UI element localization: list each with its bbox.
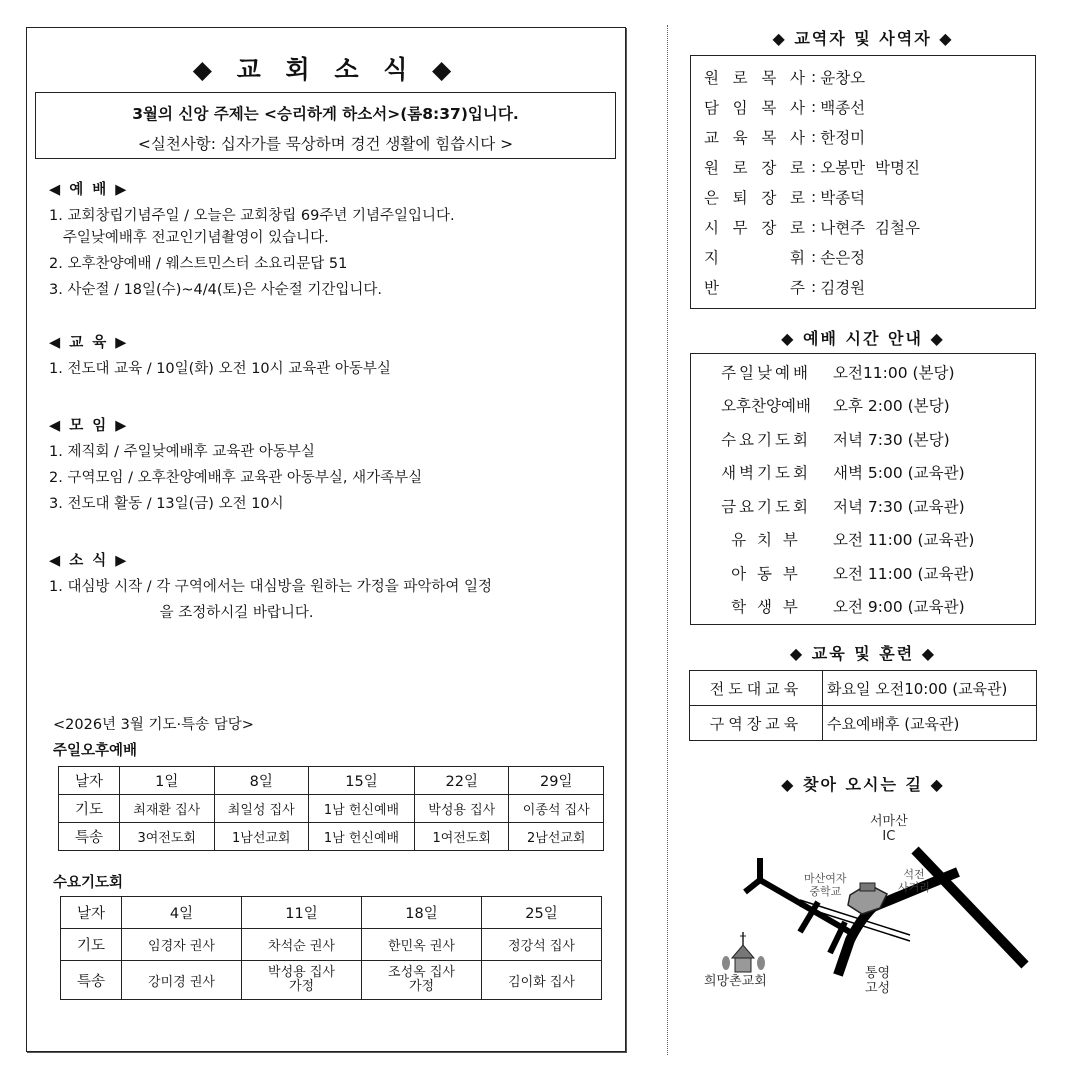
map-label-crossroad: 석전 사거리 xyxy=(898,868,930,894)
education-name: 전도대교육 xyxy=(690,671,823,706)
staff-row xyxy=(691,242,1035,272)
staff-role-char: 로 xyxy=(732,69,748,87)
table-cell: 29일 xyxy=(509,767,604,795)
table-row xyxy=(690,671,1037,706)
staff-role xyxy=(704,126,811,148)
worship-times-title: ◆ 예배 시간 안내 ◆ xyxy=(781,329,945,348)
staff-row xyxy=(691,122,1035,152)
worship-name: 아 동 부 xyxy=(731,564,801,583)
staff-role xyxy=(704,216,811,238)
staff-role xyxy=(704,156,811,178)
staff-role-char: 사 xyxy=(790,69,805,87)
education-title: ◆ 교육 및 훈련 ◆ xyxy=(789,644,937,663)
staff-row xyxy=(691,152,1035,182)
staff-role-char: 목 xyxy=(761,129,777,147)
worship-name: 오후찬양예배 xyxy=(721,397,811,416)
worship-name: 학 생 부 xyxy=(731,598,801,617)
worship-name: 새벽기도회 xyxy=(721,464,811,483)
news-item: 1. 교회창립기념주일 / 오늘은 교회창립 69주년 기념주일입니다. xyxy=(49,208,455,224)
table-cell: 11일 xyxy=(242,897,362,929)
staff-role-char: 장 xyxy=(761,219,777,237)
table-cell: 3여전도회 xyxy=(120,823,215,851)
staff-role-char: 육 xyxy=(732,129,748,147)
worship-times-box xyxy=(690,353,1036,625)
table-cell: 22일 xyxy=(414,767,509,795)
church-news-title: ◆ 교 회 소 식 ◆ xyxy=(192,55,460,84)
staff-role-char: 로 xyxy=(732,159,748,177)
news-item: 2. 오후찬양예배 / 웨스트민스터 소요리문답 51 xyxy=(49,256,348,272)
staff-role-char: 교 xyxy=(704,129,719,147)
table-cell: 이종석 집사 xyxy=(509,795,604,823)
worship-time-row xyxy=(691,590,1035,624)
education-desc: 화요일 오전10:00 (교육관) xyxy=(823,671,1037,706)
table-cell: 특송 xyxy=(61,961,122,1000)
schedule-title: <2026년 3월 기도·특송 담당> xyxy=(53,717,254,733)
section-education xyxy=(49,331,391,380)
staff-role xyxy=(704,66,811,88)
staff-role-char: 담 xyxy=(704,99,719,117)
staff-names: 백종선 xyxy=(820,99,866,117)
theme-line-1: 3월의 신앙 주제는 <승리하게 하소서>(롬8:37)입니다. xyxy=(132,105,519,123)
staff-role-char: 반 xyxy=(704,279,719,297)
table-cell: 기도 xyxy=(59,795,120,823)
local-road-spur xyxy=(745,880,760,892)
staff-role-char: 장 xyxy=(761,189,777,207)
staff-role-char: 목 xyxy=(761,69,777,87)
worship-time: 오전11:00 (본당) xyxy=(833,363,955,382)
table-cell: 한민옥 권사 xyxy=(362,929,482,961)
table-cell: 기도 xyxy=(61,929,122,961)
section-heading: ◀ 교 육 ▶ xyxy=(49,335,129,351)
wednesday-schedule-table xyxy=(60,896,602,1000)
worship-time: 오후 2:00 (본당) xyxy=(833,397,950,416)
church-icon xyxy=(722,932,765,972)
worship-time: 오전 11:00 (교육관) xyxy=(833,564,975,583)
news-item: 1. 전도대 교육 / 10일(화) 오전 10시 교육관 아동부실 xyxy=(49,361,391,377)
worship-name: 금요기도회 xyxy=(721,497,811,516)
staff-names: 박종덕 xyxy=(820,189,866,207)
table-cell: 날자 xyxy=(61,897,122,929)
staff-role-char: 지 xyxy=(704,249,719,267)
staff-names: 김경원 xyxy=(820,279,866,297)
staff-names: 손은정 xyxy=(820,249,866,267)
table-row xyxy=(61,897,602,929)
separator: : xyxy=(811,248,817,266)
staff-row xyxy=(691,272,1035,302)
worship-time-row xyxy=(691,523,1035,557)
staff-role-char: 임 xyxy=(732,99,748,117)
section-heading: ◀ 예 배 ▶ xyxy=(49,182,129,198)
staff-title: ◆ 교역자 및 사역자 ◆ xyxy=(772,29,954,48)
staff-row xyxy=(691,212,1035,242)
worship-time: 새벽 5:00 (교육관) xyxy=(833,464,965,483)
school-building-icon xyxy=(848,883,887,914)
table-cell: 김이화 집사 xyxy=(482,961,602,1000)
separator: : xyxy=(811,188,817,206)
theme-line-2: <실천사항: 십자가를 묵상하며 경건 생활에 힘씁시다 > xyxy=(137,135,514,153)
section-worship xyxy=(49,178,455,301)
table-cell: 18일 xyxy=(362,897,482,929)
staff-role-char: 사 xyxy=(790,129,805,147)
staff-role-char: 장 xyxy=(761,159,777,177)
staff-role-char: 주 xyxy=(790,279,805,297)
news-item: 주일낮예배후 전교인기념촬영이 있습니다. xyxy=(49,230,329,246)
news-item: 1. 대심방 시작 / 각 구역에서는 대심방을 원하는 가정을 파악하여 일정 xyxy=(49,579,492,595)
separator: : xyxy=(811,218,817,236)
worship-time-row xyxy=(691,456,1035,490)
news-item: 3. 사순절 / 18일(수)~4/4(토)은 사순절 기간입니다. xyxy=(49,282,383,298)
map-label-direction: 통영 고성 xyxy=(865,966,891,996)
church-news-panel xyxy=(26,27,626,1052)
staff-role-char: 목 xyxy=(761,99,777,117)
education-name: 구역장교육 xyxy=(690,706,823,741)
worship-time-row xyxy=(691,355,1035,389)
table-cell: 1여전도회 xyxy=(414,823,509,851)
wednesday-schedule-title: 수요기도회 xyxy=(53,875,124,891)
staff-role-char: 원 xyxy=(704,69,719,87)
table-cell: 2남선교회 xyxy=(509,823,604,851)
table-cell: 25일 xyxy=(482,897,602,929)
staff-names: 한정미 xyxy=(820,129,866,147)
separator: : xyxy=(811,98,817,116)
staff-role xyxy=(704,96,811,118)
directions-title: ◆ 찾아 오시는 길 ◆ xyxy=(781,775,945,794)
table-cell: 1남 헌신예배 xyxy=(309,823,415,851)
table-cell: 1일 xyxy=(120,767,215,795)
table-cell: 차석순 권사 xyxy=(242,929,362,961)
staff-names: 나현주 김철우 xyxy=(820,219,920,237)
table-cell: 박성용 집사 xyxy=(414,795,509,823)
table-row xyxy=(61,929,602,961)
worship-time-row xyxy=(691,556,1035,590)
table-row xyxy=(59,795,604,823)
separator: : xyxy=(811,278,817,296)
staff-names: 오봉만 박명진 xyxy=(820,159,920,177)
table-cell: 박성용 집사 가정 xyxy=(242,961,362,1000)
staff-row xyxy=(691,62,1035,92)
table-cell: 1남 헌신예배 xyxy=(309,795,415,823)
staff-role-char: 퇴 xyxy=(732,189,748,207)
map-label-ic: 서마산 IC xyxy=(870,814,908,844)
news-item: 1. 제직회 / 주일낮예배후 교육관 아동부실 xyxy=(49,444,315,460)
worship-time: 저녁 7:30 (본당) xyxy=(833,430,950,449)
table-cell: 강미경 권사 xyxy=(122,961,242,1000)
map-label-school: 마산여자 중학교 xyxy=(804,872,847,898)
table-cell: 조성옥 집사 가정 xyxy=(362,961,482,1000)
worship-time-row xyxy=(691,389,1035,423)
staff-names: 윤창오 xyxy=(820,69,866,87)
staff-role-char: 로 xyxy=(790,189,805,207)
sunday-schedule-table xyxy=(58,766,604,851)
table-row xyxy=(61,961,602,1000)
staff-row xyxy=(691,182,1035,212)
table-cell: 8일 xyxy=(214,767,309,795)
worship-time: 오전 9:00 (교육관) xyxy=(833,598,965,617)
worship-time: 오전 11:00 (교육관) xyxy=(833,531,975,550)
table-row xyxy=(690,706,1037,741)
section-heading: ◀ 모 임 ▶ xyxy=(49,418,129,434)
staff-role-char: 사 xyxy=(790,99,805,117)
sunday-schedule-title: 주일오후예배 xyxy=(53,743,138,759)
directions-map xyxy=(690,810,1036,1010)
staff-role xyxy=(704,276,811,298)
news-item: 2. 구역모임 / 오후찬양예배후 교육관 아동부실, 새가족부실 xyxy=(49,470,423,486)
table-row xyxy=(59,767,604,795)
table-cell: 임경자 권사 xyxy=(122,929,242,961)
monthly-theme-box xyxy=(35,92,616,159)
table-cell: 특송 xyxy=(59,823,120,851)
education-table xyxy=(689,670,1037,741)
staff-role-char: 시 xyxy=(704,219,719,237)
staff-role-char: 로 xyxy=(790,159,805,177)
section-heading: ◀ 소 식 ▶ xyxy=(49,553,129,569)
separator: : xyxy=(811,68,817,86)
staff-row xyxy=(691,92,1035,122)
separator: : xyxy=(811,128,817,146)
staff-role-char: 원 xyxy=(704,159,719,177)
worship-time-row xyxy=(691,489,1035,523)
staff-role-char: 무 xyxy=(732,219,748,237)
table-cell: 4일 xyxy=(122,897,242,929)
table-row xyxy=(59,823,604,851)
staff-role-char: 로 xyxy=(790,219,805,237)
table-cell: 15일 xyxy=(309,767,415,795)
section-news xyxy=(49,549,492,624)
map-label-church: 희망촌교회 xyxy=(704,974,767,989)
highway-road xyxy=(915,850,1025,965)
worship-time-row xyxy=(691,422,1035,456)
staff-role-char: 휘 xyxy=(790,249,805,267)
worship-name: 주일낮예배 xyxy=(721,363,811,382)
table-cell: 정강석 집사 xyxy=(482,929,602,961)
column-divider xyxy=(667,25,668,1055)
news-item: 을 조정하시길 바랍니다. xyxy=(49,605,314,621)
education-desc: 수요예배후 (교육관) xyxy=(823,706,1037,741)
staff-box xyxy=(690,55,1036,309)
separator: : xyxy=(811,158,817,176)
staff-role xyxy=(704,246,811,268)
section-meetings xyxy=(49,414,422,515)
worship-time: 저녁 7:30 (교육관) xyxy=(833,497,965,516)
table-cell: 최재환 집사 xyxy=(120,795,215,823)
worship-name: 유 치 부 xyxy=(731,531,801,550)
table-cell: 최일성 집사 xyxy=(214,795,309,823)
news-item: 3. 전도대 활동 / 13일(금) 오전 10시 xyxy=(49,496,284,512)
table-cell: 날자 xyxy=(59,767,120,795)
worship-name: 수요기도회 xyxy=(721,430,811,449)
staff-role-char: 은 xyxy=(704,189,719,207)
staff-role xyxy=(704,186,811,208)
table-cell: 1남선교회 xyxy=(214,823,309,851)
